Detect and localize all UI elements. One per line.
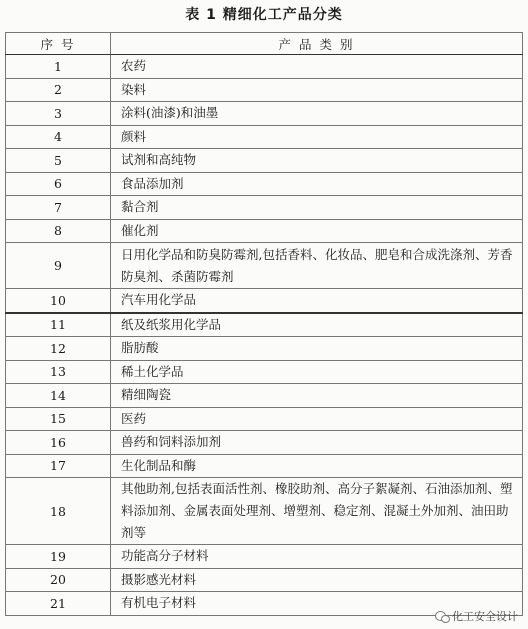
row-category: 日用化学品和防臭防霉剂,包括香料、化妆品、肥皂和合成洗涤剂、芳香防臭剂、杀菌防霉剂 [111,243,523,289]
table-row [6,545,523,569]
wechat-icon [435,611,449,622]
table-row [6,431,523,455]
row-number: 18 [6,478,111,545]
table-row [6,454,523,478]
table-row [6,360,523,384]
header-no: 序 号 [6,33,111,55]
table-row [6,78,523,102]
row-category: 兽药和饲料添加剂 [111,431,523,455]
table-row [6,55,523,79]
row-category: 涂料(油漆)和油墨 [111,102,523,126]
row-number: 9 [6,243,111,289]
table-row [6,172,523,196]
row-number: 11 [6,313,111,337]
row-category: 其他助剂,包括表面活性剂、橡胶助剂、高分子絮凝剂、石油添加剂、塑料添加剂、金属表面处理剂、增塑剂、稳定剂、混凝土外加剂、油田助剂等 [111,478,523,545]
table-title: 表 1 精细化工产品分类 [185,7,343,23]
row-category: 染料 [111,78,523,102]
watermark [435,608,518,624]
table-row [6,196,523,220]
row-number: 21 [6,592,111,616]
table-row [6,478,523,545]
row-category: 颜料 [111,125,523,149]
row-number: 8 [6,219,111,243]
row-category: 功能高分子材料 [111,545,523,569]
table-row [6,568,523,592]
row-number: 13 [6,360,111,384]
row-number: 20 [6,568,111,592]
row-category: 医药 [111,407,523,431]
table-row [6,219,523,243]
row-number: 4 [6,125,111,149]
table-row [6,313,523,337]
table-row [6,243,523,289]
row-category: 食品添加剂 [111,172,523,196]
row-category: 精细陶瓷 [111,384,523,408]
row-category: 汽车用化学品 [111,289,523,313]
row-category: 试剂和高纯物 [111,149,523,173]
table-row [6,337,523,361]
row-number: 15 [6,407,111,431]
header-category: 产 品 类 别 [111,33,523,55]
table-row [6,289,523,313]
row-category: 摄影感光材料 [111,568,523,592]
row-number: 1 [6,55,111,79]
row-number: 19 [6,545,111,569]
row-number: 3 [6,102,111,126]
row-number: 6 [6,172,111,196]
row-category: 纸及纸浆用化学品 [111,313,523,337]
row-number: 16 [6,431,111,455]
row-number: 10 [6,289,111,313]
row-number: 7 [6,196,111,220]
row-category: 黏合剂 [111,196,523,220]
row-category: 催化剂 [111,219,523,243]
product-category-table [5,32,523,616]
row-number: 14 [6,384,111,408]
table-row [6,102,523,126]
table-row [6,149,523,173]
row-number: 2 [6,78,111,102]
table-header-row [6,33,523,55]
row-category: 有机电子材料 [111,592,523,616]
table-row [6,125,523,149]
row-number: 5 [6,149,111,173]
row-category: 生化制品和酶 [111,454,523,478]
row-number: 17 [6,454,111,478]
row-category: 脂肪酸 [111,337,523,361]
table-row [6,384,523,408]
row-category: 稀土化学品 [111,360,523,384]
row-number: 12 [6,337,111,361]
row-category: 农药 [111,55,523,79]
table-row [6,407,523,431]
watermark-text: 化工安全设计 [452,610,518,623]
